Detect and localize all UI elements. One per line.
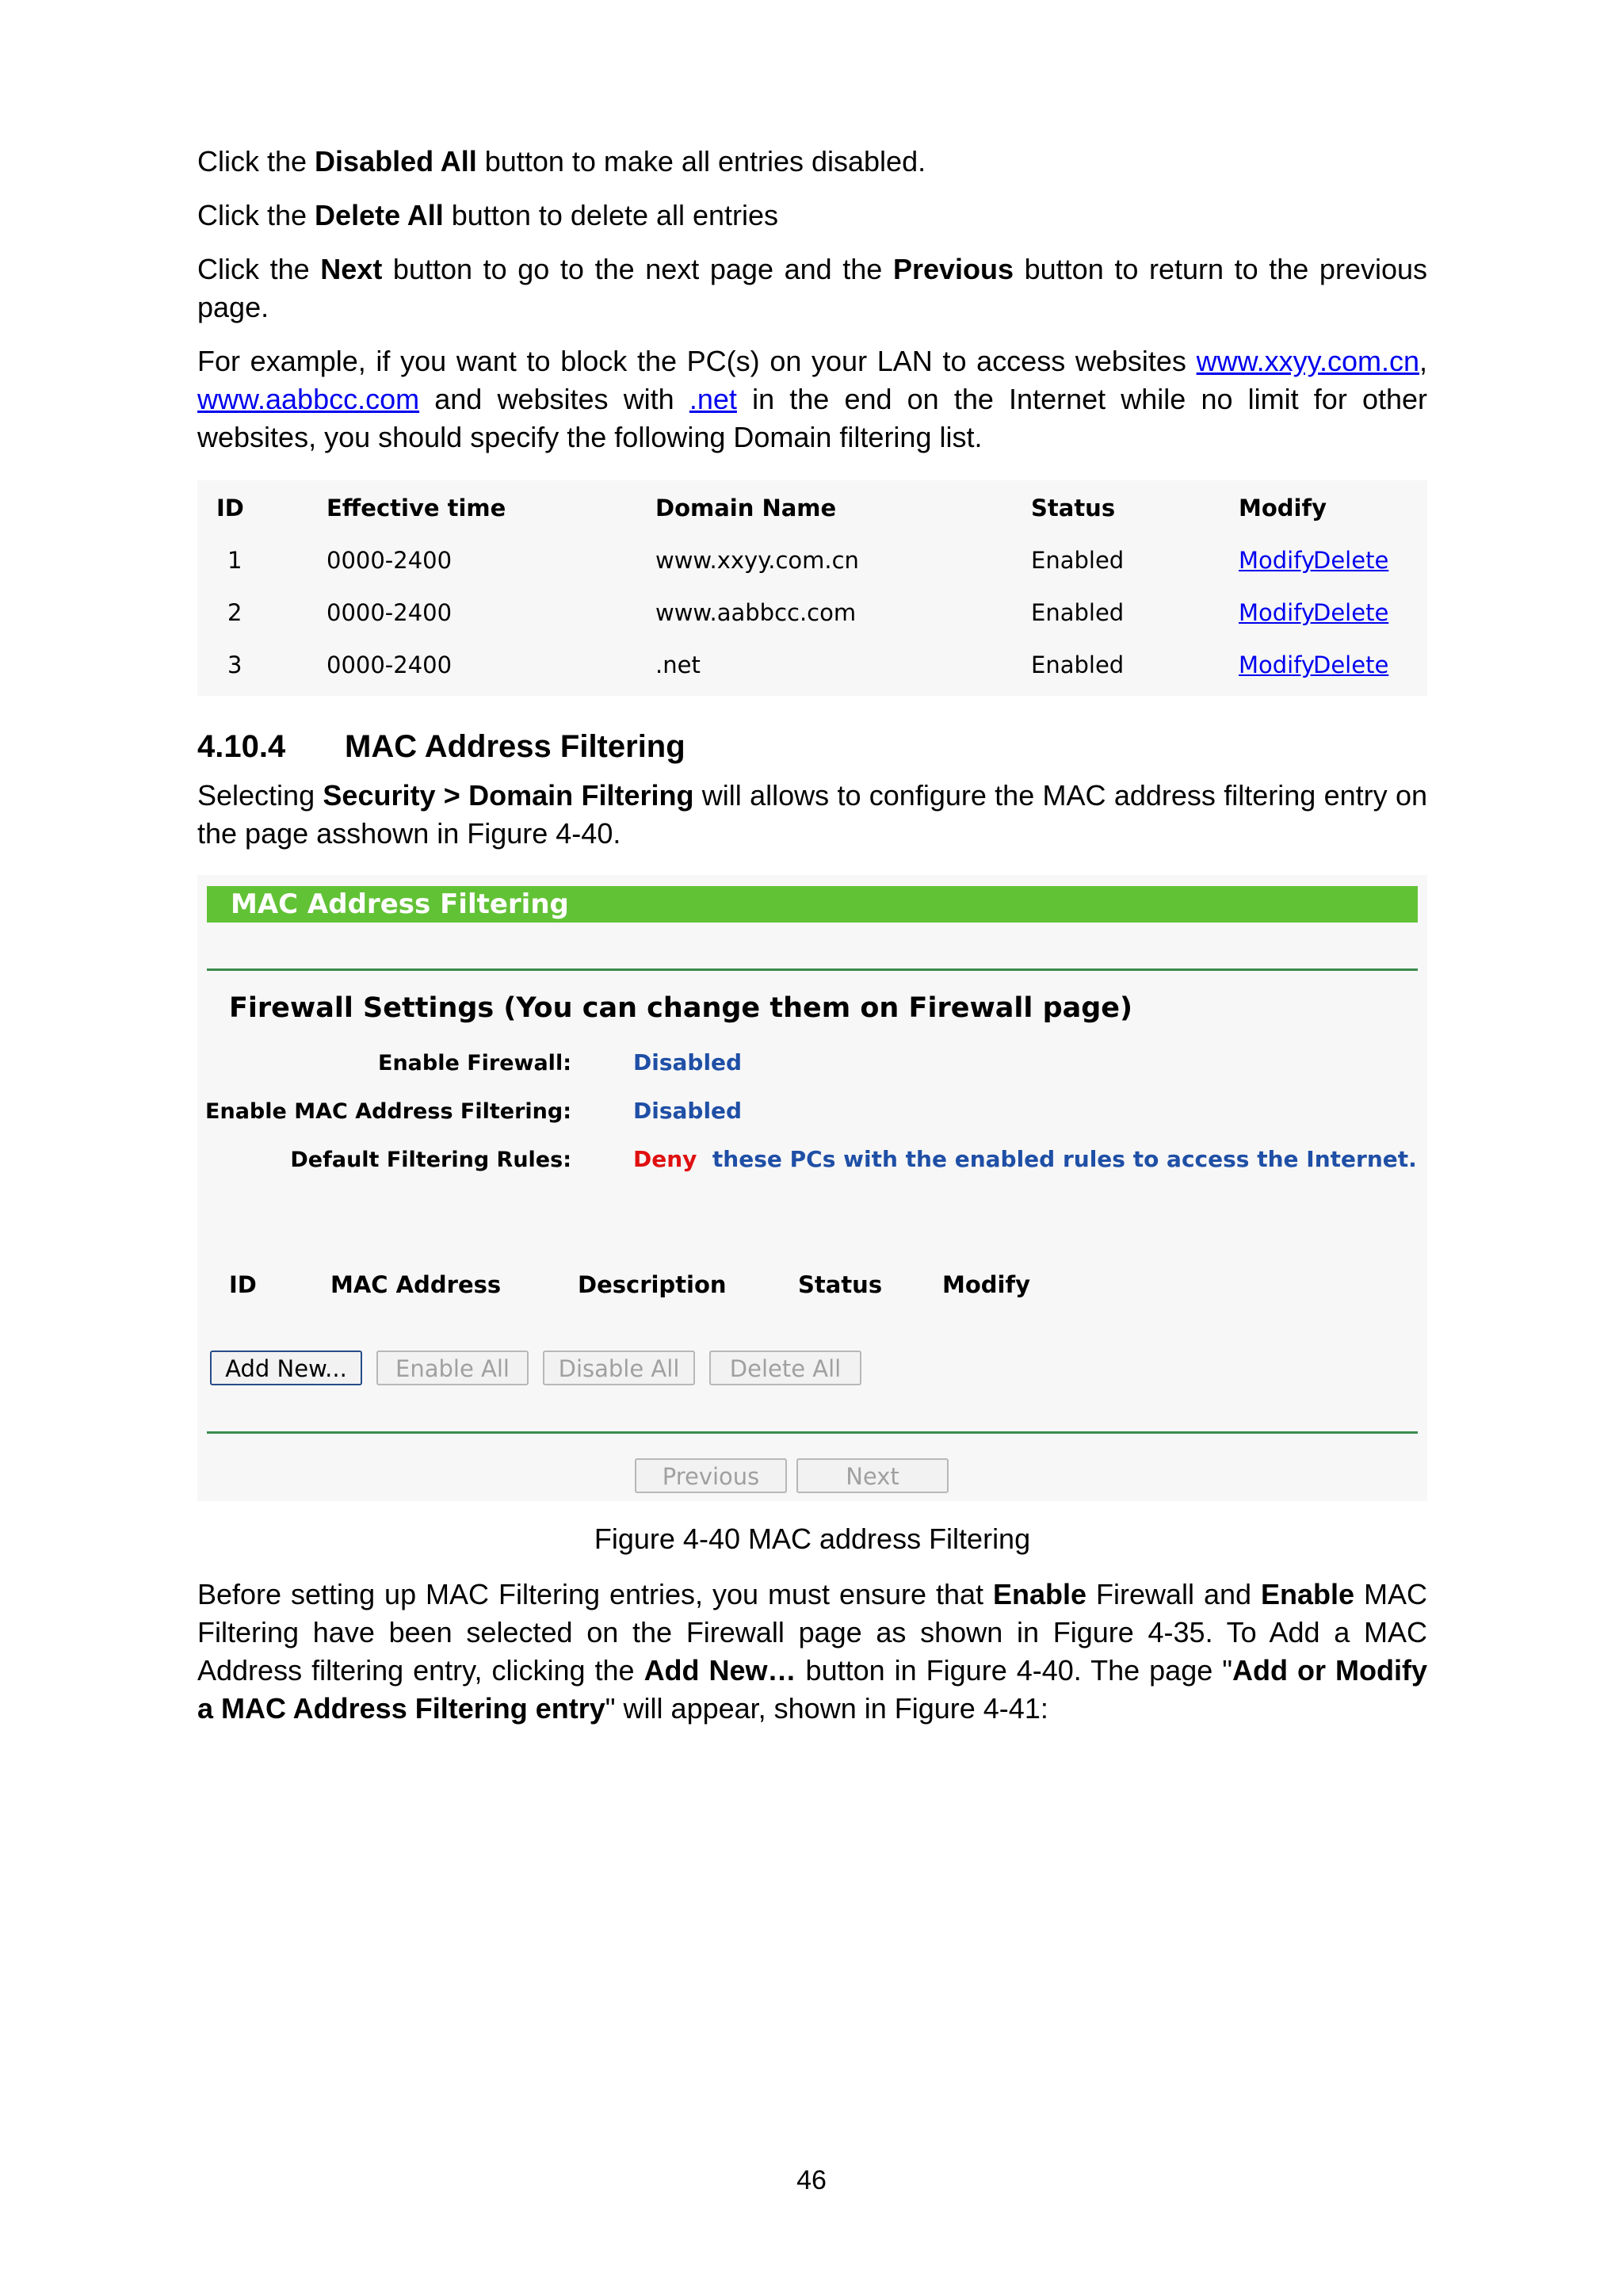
col-header-id: ID <box>216 495 244 521</box>
table-cell-time: 0000-2400 <box>327 651 453 678</box>
table-cell-status: Enabled <box>1031 651 1125 678</box>
enable-mac-filtering-label: Enable MAC Address Filtering: <box>205 1099 571 1124</box>
divider <box>207 968 1418 971</box>
delete-all-button[interactable]: Delete All <box>709 1350 861 1385</box>
col-header-modify: Modify <box>1239 495 1327 521</box>
bold-text: Disabled All <box>315 145 477 178</box>
mac-filtering-screenshot <box>197 875 1427 1501</box>
text: button in Figure 4-40. The page " <box>796 1654 1233 1687</box>
paragraph-example <box>197 342 1427 457</box>
col-header-status: Status <box>798 1271 883 1298</box>
enable-mac-filtering-value: Disabled <box>633 1098 743 1124</box>
table-cell-domain: www.xxyy.com.cn <box>655 547 859 574</box>
previous-button[interactable]: Previous <box>635 1458 787 1493</box>
paragraph-before-setup <box>197 1576 1427 1728</box>
text: " will appear, shown in Figure 4-41: <box>605 1692 1048 1725</box>
col-header-status: Status <box>1031 495 1116 521</box>
text: Click the <box>197 253 321 285</box>
divider <box>207 1431 1418 1434</box>
firewall-settings-title: Firewall Settings (You can change them on Firewall page) <box>229 992 1133 1024</box>
section-title: MAC Address Filtering <box>345 729 685 764</box>
page-content <box>197 143 1427 1728</box>
modify-link[interactable]: Modify <box>1239 599 1316 626</box>
table-cell-time: 0000-2400 <box>327 599 453 626</box>
next-button[interactable]: Next <box>796 1458 949 1493</box>
delete-link[interactable]: Delete <box>1313 599 1389 626</box>
page-number: 46 <box>796 2165 827 2195</box>
link-net[interactable]: .net <box>689 383 737 415</box>
table-cell-id: 2 <box>227 599 242 626</box>
paragraph-disabled-all <box>197 143 1427 181</box>
table-cell-domain: .net <box>655 651 701 678</box>
text: Selecting <box>197 779 323 812</box>
text: , <box>1419 345 1427 377</box>
text: will allows to configure the MAC address filtering entry on the page asshown in Figure 4-40. <box>197 779 1427 850</box>
table-cell-id: 1 <box>227 547 242 574</box>
col-header-mac-address: MAC Address <box>330 1271 502 1298</box>
text: Firewall and <box>1086 1578 1261 1610</box>
col-header-effective-time: Effective time <box>327 495 506 521</box>
bold-text: Enable <box>993 1578 1087 1610</box>
bold-text: Security > Domain Filtering <box>323 779 694 812</box>
bold-text: Add or Modify a MAC Address Filtering entry <box>197 1654 1427 1725</box>
section-heading <box>197 726 1427 767</box>
paragraph-selecting <box>197 777 1427 853</box>
add-new-button[interactable]: Add New... <box>210 1350 362 1385</box>
bold-text: Enable <box>1261 1578 1355 1610</box>
col-header-description: Description <box>578 1271 727 1298</box>
text: button to go to the next page and the <box>382 253 893 285</box>
disable-all-button[interactable]: Disable All <box>543 1350 695 1385</box>
table-cell-status: Enabled <box>1031 599 1125 626</box>
delete-link[interactable]: Delete <box>1313 547 1389 574</box>
text: MAC Filtering have been selected on the Firewall page as shown in Figure 4-35. To Add a MAC Address filtering entry, clicking the <box>197 1578 1427 1687</box>
figure-title-bar: MAC Address Filtering <box>207 886 1418 923</box>
bold-text: Next <box>320 253 383 285</box>
text: button to return to the previous page. <box>197 253 1428 323</box>
default-filtering-rules-value <box>633 1146 1417 1172</box>
enable-all-button[interactable]: Enable All <box>376 1350 529 1385</box>
col-header-modify: Modify <box>942 1271 1031 1298</box>
link-aabbcc[interactable]: www.aabbcc.com <box>197 383 420 415</box>
bold-text: Previous <box>892 253 1014 285</box>
text: Click the <box>197 145 315 178</box>
section-number: 4.10.4 <box>197 729 286 764</box>
bold-text: Delete All <box>315 199 444 231</box>
link-xxyy[interactable]: www.xxyy.com.cn <box>1196 345 1419 377</box>
modify-link[interactable]: Modify <box>1239 651 1316 678</box>
col-header-domain-name: Domain Name <box>655 495 837 521</box>
text: in the end on the Internet while no limit for other websites, you should specify the following Domain filtering list. <box>197 383 1428 453</box>
table-cell-time: 0000-2400 <box>327 547 453 574</box>
text: Click the <box>197 199 315 231</box>
col-header-id: ID <box>229 1271 257 1298</box>
domain-filtering-table <box>197 480 1427 696</box>
delete-link[interactable]: Delete <box>1313 651 1389 678</box>
paragraph-delete-all <box>197 197 1427 235</box>
deny-text: Deny <box>633 1146 697 1172</box>
text: button to delete all entries <box>443 199 779 231</box>
modify-link[interactable]: Modify <box>1239 547 1316 574</box>
text: button to make all entries disabled. <box>476 145 926 178</box>
paragraph-next-previous <box>197 250 1427 327</box>
enable-firewall-label: Enable Firewall: <box>378 1051 571 1075</box>
table-cell-status: Enabled <box>1031 547 1125 574</box>
enable-firewall-value: Disabled <box>633 1049 743 1075</box>
table-cell-id: 3 <box>227 651 242 678</box>
default-filtering-rules-label: Default Filtering Rules: <box>290 1148 571 1172</box>
bold-text: Add New… <box>643 1654 796 1687</box>
text: and websites with <box>419 383 689 415</box>
rules-text: these PCs with the enabled rules to access the Internet. <box>712 1146 1417 1172</box>
text: Before setting up MAC Filtering entries, you must ensure that <box>197 1578 993 1610</box>
text: For example, if you want to block the PC(s) on your LAN to access websites <box>197 345 1197 377</box>
table-cell-domain: www.aabbcc.com <box>655 599 857 626</box>
figure-caption: Figure 4-40 MAC address Filtering <box>594 1522 1031 1555</box>
